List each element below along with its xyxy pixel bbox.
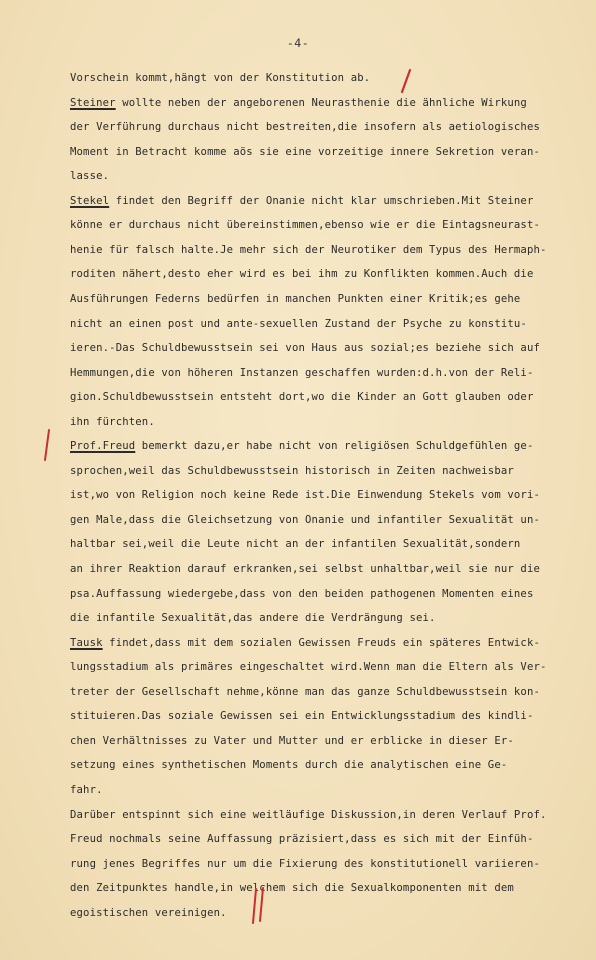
- text-line: [70, 906, 227, 920]
- text-line: [70, 488, 540, 502]
- text-segment: haltbar sei,weil die Leute nicht an der infantilen Sexualität,sondern: [70, 538, 521, 551]
- text-segment: egoistischen vereinigen.: [70, 906, 227, 919]
- text-line: [70, 415, 155, 429]
- text-segment: könne er durchaus nicht übereinstimmen,ebenso wie er die Eintagsneurast-: [70, 219, 541, 232]
- text-segment: stituieren.Das soziale Gewissen sei ein Entwicklungsstadium des kindli-: [70, 710, 534, 723]
- text-segment: ihn fürchten.: [70, 415, 155, 428]
- text-line: [70, 243, 547, 257]
- text-segment: lasse.: [70, 170, 110, 183]
- text-line: [70, 881, 514, 895]
- text-segment: ieren.-Das Schuldbewusstsein sei von Haus aus sozial;es beziehe sich auf: [70, 342, 541, 355]
- text-segment: treter der Gesellschaft nehme,könne man das ganze Schuldbewusstsein kon-: [70, 685, 541, 698]
- red-margin-mark-left: [40, 428, 54, 462]
- text-line: [70, 390, 534, 404]
- text-segment: Freud nochmals seine Auffassung präzisiert,dass es sich mit der Einfüh-: [70, 833, 534, 846]
- text-segment: findet,dass mit dem sozialen Gewissen Freuds ein späteres Entwick-: [102, 636, 541, 649]
- text-line: [70, 611, 436, 625]
- text-line: [70, 341, 540, 355]
- text-line: [70, 120, 540, 134]
- text-segment: findet den Begriff der Onanie nicht klar umschrieben.Mit Steiner: [109, 194, 534, 207]
- text-segment: Darüber entspinnt sich eine weitläufige Diskussion,in deren Verlauf Prof.: [70, 808, 547, 821]
- text-line: [70, 513, 540, 527]
- speaker-name: Steiner: [70, 96, 116, 109]
- text-line: [70, 537, 520, 551]
- text-line: [70, 366, 534, 380]
- text-line: [70, 145, 540, 159]
- text-segment: gen Male,dass die Gleichsetzung von Onanie und infantiler Sexualität un-: [70, 513, 541, 526]
- text-segment: henie für falsch halte.Je mehr sich der Neurotiker dem Typus des Hermaph-: [70, 243, 547, 256]
- text-segment: chen Verhältnisses zu Vater und Mutter und er erblicke in dieser Er-: [70, 734, 514, 747]
- speaker-name: Stekel: [70, 194, 110, 207]
- text-segment: Vorschein kommt,hängt von der Konstitution ab.: [70, 72, 371, 84]
- text-line: [70, 169, 109, 183]
- text-line: [70, 783, 103, 797]
- speaker-name: Prof.Freud: [70, 440, 136, 453]
- text-segment: an ihrer Reaktion darauf erkranken,sei selbst unhaltbar,weil sie nur die: [70, 563, 541, 575]
- text-line: [70, 439, 534, 453]
- text-line: [70, 808, 547, 822]
- text-segment: die infantile Sexualität,das andere die Verdrängung sei.: [70, 612, 436, 625]
- text-line: [70, 267, 534, 281]
- text-segment: Hemmungen,die von höheren Instanzen geschaffen wurden:d.h.von der Reli-: [70, 366, 534, 379]
- red-margin-mark-bottom: [248, 886, 270, 926]
- text-line: [70, 587, 534, 601]
- text-line: [70, 194, 534, 208]
- text-line: [70, 218, 540, 232]
- text-segment: rung jenes Begriffes nur um die Fixierung des konstitutionell variieren-: [70, 857, 541, 870]
- text-segment: Ausführungen Federns bedürfen in manchen Punkten einer Kritik;es gehe: [70, 292, 521, 305]
- text-segment: wollte neben der angeborenen Neurasthenie die ähnliche Wirkung: [115, 96, 527, 109]
- text-line: [70, 709, 534, 723]
- text-line: [70, 292, 520, 306]
- text-segment: ist,wo von Religion noch keine Rede ist.Die Einwendung Stekels vom vori-: [70, 489, 541, 502]
- text-line: [70, 758, 507, 772]
- text-line: [70, 464, 514, 478]
- text-segment: lungsstadium als primäres eingeschaltet wird.Wenn man die Eltern als Ver-: [70, 661, 547, 674]
- text-line: [70, 734, 514, 748]
- text-segment: der Verführung durchaus nicht bestreiten,die insofern als aetiologisches: [70, 121, 541, 134]
- text-line: [70, 832, 534, 846]
- text-line: [70, 857, 540, 871]
- text-segment: bemerkt dazu,er habe nicht von religiösen Schuldgefühlen ge-: [135, 440, 534, 453]
- speaker-name: Tausk: [70, 636, 103, 649]
- text-segment: fahr.: [70, 783, 103, 796]
- text-line: [70, 317, 527, 331]
- text-line: [70, 71, 370, 85]
- text-segment: psa.Auffassung wiedergebe,dass von den beiden pathogenen Momenten eines: [70, 587, 534, 600]
- text-line: [70, 96, 527, 110]
- text-segment: Moment in Betracht komme aös sie eine vorzeitige innere Sekretion veran-: [70, 145, 541, 158]
- text-segment: den Zeitpunktes handle,in welchem sich die Sexualkomponenten mit dem: [70, 882, 514, 895]
- text-line: [70, 562, 540, 576]
- text-segment: setzung eines synthetischen Moments durch die analytischen eine Ge-: [70, 759, 508, 772]
- red-margin-mark-top: [398, 68, 414, 94]
- text-segment: gion.Schuldbewusstsein entsteht dort,wo die Kinder an Gott glauben oder: [70, 391, 534, 404]
- text-line: [70, 636, 540, 650]
- page-number: -4-: [286, 36, 310, 50]
- text-segment: roditen nähert,desto eher wird es bei ihm zu Konflikten kommen.Auch die: [70, 268, 534, 281]
- text-line: [70, 660, 547, 674]
- text-line: [70, 685, 540, 699]
- text-segment: sprochen,weil das Schuldbewusstsein historisch in Zeiten nachweisbar: [70, 464, 514, 477]
- text-segment: nicht an einen post und ante-sexuellen Zustand der Psyche zu konstitu-: [70, 317, 527, 330]
